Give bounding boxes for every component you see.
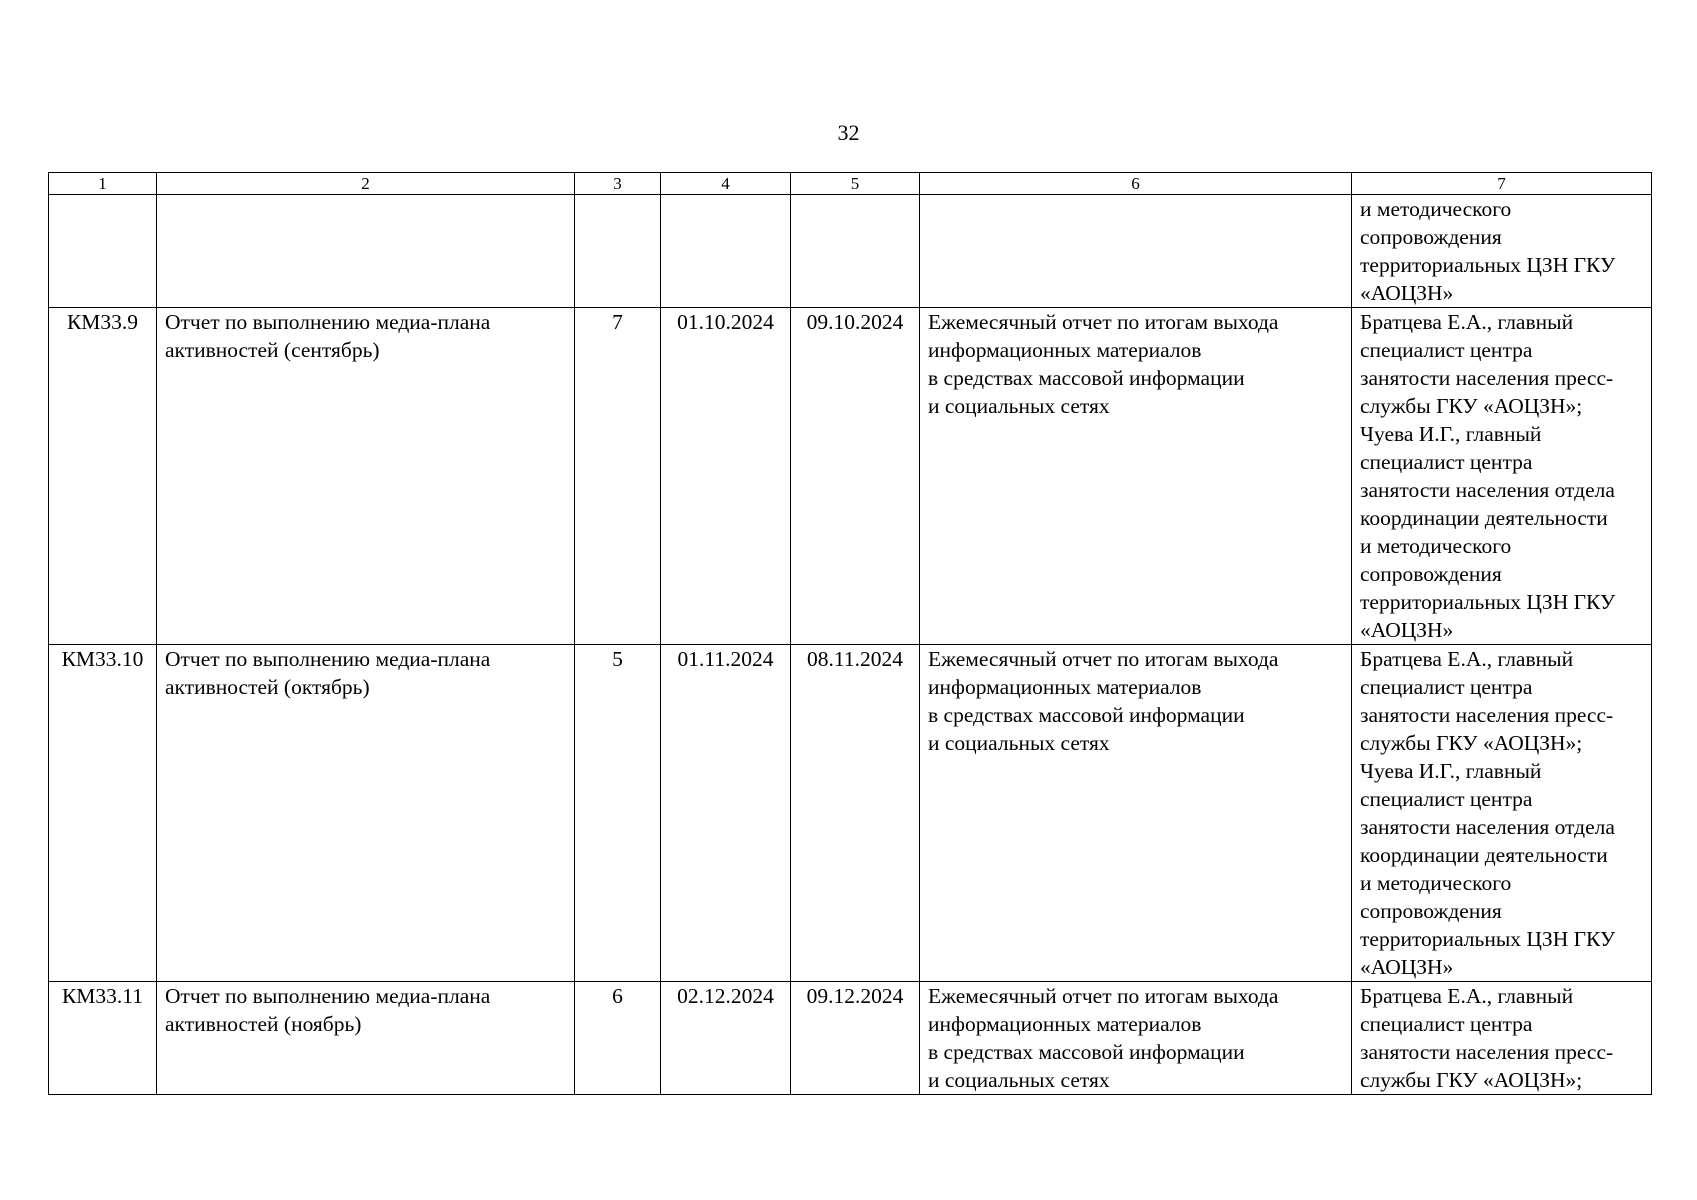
milestone-responsible: Братцева Е.А., главный специалист центра занятости населения пресс- службы ГКУ «АОЦЗН»; Чуева И.Г., главный специалист центра занятости населения отдела координации деятельности и методического сопровождения территориальных ЦЗН ГКУ «АОЦЗН» bbox=[1352, 645, 1652, 982]
column-number-2: 2 bbox=[157, 173, 575, 195]
milestone-result: Ежемесячный отчет по итогам выхода информационных материалов в средствах массовой информации и социальных сетях bbox=[920, 308, 1352, 645]
milestone-end-date: 09.12.2024 bbox=[791, 982, 920, 1095]
milestone-responsible: Братцева Е.А., главный специалист центра занятости населения пресс- службы ГКУ «АОЦЗН»; Чуева И.Г., главный специалист центра занятости населения отдела координации деятельности и методического сопровождения территориальных ЦЗН ГКУ «АОЦЗН» bbox=[1352, 308, 1652, 645]
continuation-row bbox=[49, 195, 1652, 308]
milestone-responsible: Братцева Е.А., главный специалист центра занятости населения пресс- службы ГКУ «АОЦЗН»; bbox=[1352, 982, 1652, 1095]
milestone-result: Ежемесячный отчет по итогам выхода информационных материалов в средствах массовой информации и социальных сетях bbox=[920, 645, 1352, 982]
milestone-start-date: 01.11.2024 bbox=[661, 645, 791, 982]
milestone-end-date: 08.11.2024 bbox=[791, 645, 920, 982]
milestone-name: Отчет по выполнению медиа-плана активностей (ноябрь) bbox=[157, 982, 575, 1095]
milestone-start-date: 01.10.2024 bbox=[661, 308, 791, 645]
table-row bbox=[49, 982, 1652, 1095]
table-row bbox=[49, 308, 1652, 645]
column-number-header-row bbox=[49, 173, 1652, 195]
column-number-5: 5 bbox=[791, 173, 920, 195]
page-number: 32 bbox=[837, 120, 860, 145]
continuation-cell-empty bbox=[920, 195, 1352, 308]
continuation-cell-empty bbox=[661, 195, 791, 308]
milestone-id: КМ33.9 bbox=[49, 308, 157, 645]
milestone-duration-days: 5 bbox=[575, 645, 661, 982]
milestone-start-date: 02.12.2024 bbox=[661, 982, 791, 1095]
milestone-name: Отчет по выполнению медиа-плана активностей (октябрь) bbox=[157, 645, 575, 982]
milestone-id: КМ33.10 bbox=[49, 645, 157, 982]
continuation-cell-empty bbox=[49, 195, 157, 308]
column-number-6: 6 bbox=[920, 173, 1352, 195]
column-number-7: 7 bbox=[1352, 173, 1652, 195]
milestone-result: Ежемесячный отчет по итогам выхода информационных материалов в средствах массовой информации и социальных сетях bbox=[920, 982, 1352, 1095]
continuation-responsible-text: и методического сопровождения территориальных ЦЗН ГКУ «АОЦЗН» bbox=[1352, 195, 1652, 308]
milestone-table bbox=[48, 172, 1652, 1095]
milestone-duration-days: 7 bbox=[575, 308, 661, 645]
milestone-duration-days: 6 bbox=[575, 982, 661, 1095]
continuation-cell-empty bbox=[791, 195, 920, 308]
milestone-id: КМ33.11 bbox=[49, 982, 157, 1095]
continuation-cell-empty bbox=[575, 195, 661, 308]
milestone-end-date: 09.10.2024 bbox=[791, 308, 920, 645]
column-number-4: 4 bbox=[661, 173, 791, 195]
column-number-1: 1 bbox=[49, 173, 157, 195]
column-number-3: 3 bbox=[575, 173, 661, 195]
table-row bbox=[49, 645, 1652, 982]
milestone-name: Отчет по выполнению медиа-плана активностей (сентябрь) bbox=[157, 308, 575, 645]
continuation-cell-empty bbox=[157, 195, 575, 308]
